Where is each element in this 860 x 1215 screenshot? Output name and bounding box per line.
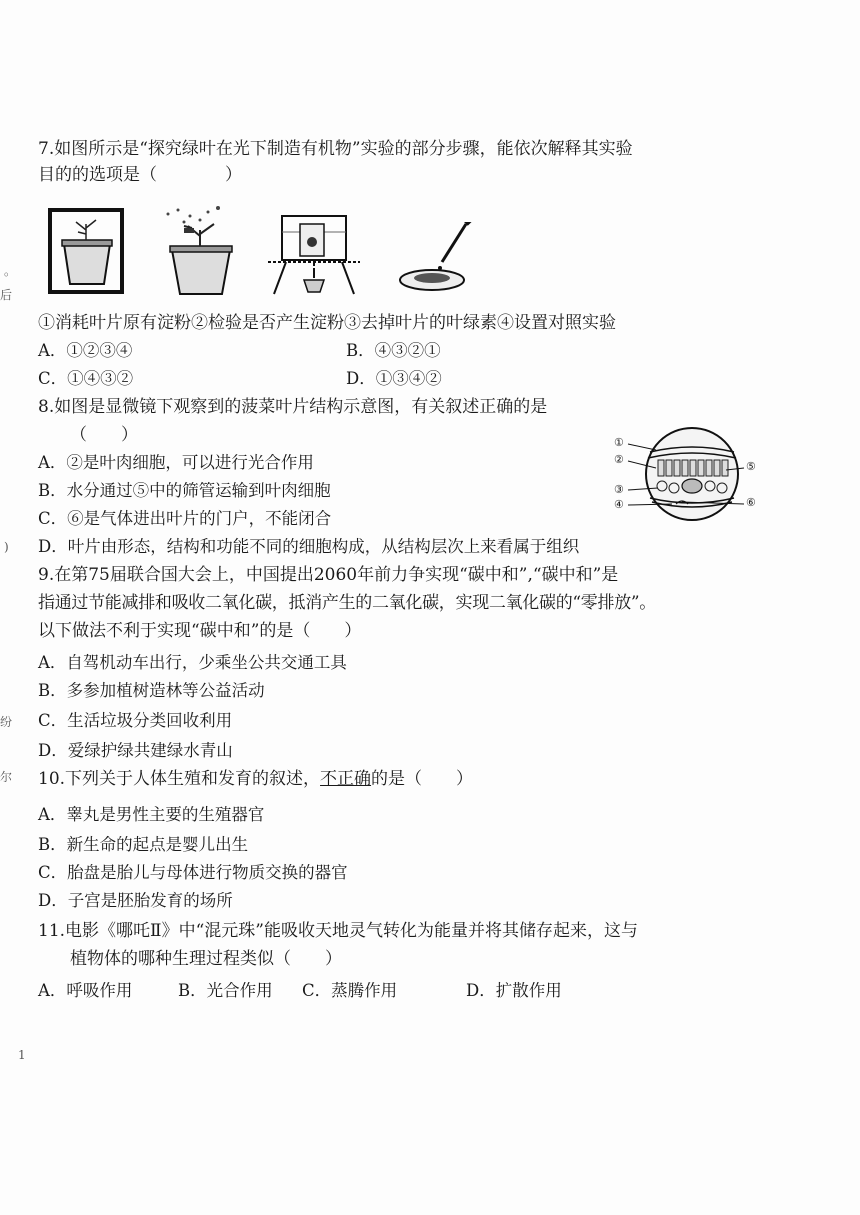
- margin-mark: 。: [4, 264, 17, 278]
- q9-stem-line3: 以下做法不利于实现“碳中和”的是（ ）: [38, 621, 362, 641]
- q10-option-a[interactable]: A．睾丸是男性主要的生殖器官: [38, 805, 265, 824]
- q7-option-b[interactable]: B．④③②①: [346, 341, 441, 360]
- q8-figure-label-6: ⑥: [746, 496, 756, 509]
- q7-step1-dark-treatment-figure: [44, 206, 128, 296]
- q9-option-c[interactable]: C．生活垃圾分类回收利用: [38, 711, 233, 730]
- q11-option-a[interactable]: A．呼吸作用: [38, 981, 133, 1000]
- q8-figure-label-1: ①: [614, 436, 624, 449]
- q9-stem-line1: 9.在第75届联合国大会上，中国提出2060年前力争实现“碳中和”,“碳中和”是: [38, 565, 619, 585]
- margin-mark: 纷: [0, 715, 13, 729]
- q10-option-d[interactable]: D．子宫是胚胎发育的场所: [38, 891, 233, 910]
- q10-stem-prefix: 10.下列关于人体生殖和发育的叙述，: [38, 769, 321, 789]
- margin-mark: 1: [18, 1048, 26, 1062]
- q7-stem-line2: 目的的选项是（ ）: [38, 165, 242, 185]
- q8-figure-label-2: ②: [614, 453, 624, 466]
- q7-step2-light-figure: [160, 206, 240, 298]
- q9-stem-line2: 指通过节能减排和吸收二氧化碳，抵消产生的二氧化碳，实现二氧化碳的“零排放”。: [38, 593, 656, 613]
- q8-option-d[interactable]: D．叶片由形态，结构和功能不同的细胞构成，从结构层次上来看属于组织: [38, 537, 580, 556]
- q10-stem: [38, 768, 473, 790]
- q10-stem-emphasis: 不正确: [320, 769, 372, 789]
- q7-stem-line1: 7.如图所示是“探究绿叶在光下制造有机物”实验的部分步骤，能依次解释其实验: [38, 139, 633, 159]
- q8-option-c[interactable]: C．⑥是气体进出叶片的门户，不能闭合: [38, 509, 332, 528]
- q8-leaf-cross-section-figure: [612, 424, 762, 524]
- q8-figure-label-5: ⑤: [746, 460, 756, 473]
- q8-stem-line2: （ ）: [70, 425, 138, 445]
- q11-stem-line2: 植物体的哪种生理过程类似（ ）: [70, 949, 342, 969]
- q7-option-c[interactable]: C．①④③②: [38, 369, 134, 388]
- q11-stem-line1: 11.电影《哪吒Ⅱ》中“混元珠”能吸收天地灵气转化为能量并将其储存起来，这与: [38, 921, 638, 941]
- q10-option-b[interactable]: B．新生命的起点是婴儿出生: [38, 835, 249, 854]
- q10-option-c[interactable]: C．胎盘是胎儿与母体进行物质交换的器官: [38, 863, 348, 882]
- q9-option-d[interactable]: D．爱绿护绿共建绿水青山: [38, 741, 233, 760]
- q7-step4-iodine-dropping-figure: [396, 222, 472, 298]
- margin-mark: 后: [0, 288, 13, 302]
- q8-stem-line1: 8.如图是显微镜下观察到的菠菜叶片结构示意图，有关叙述正确的是: [38, 397, 548, 417]
- margin-mark: ): [4, 540, 9, 554]
- q9-option-b[interactable]: B．多参加植树造林等公益活动: [38, 681, 265, 700]
- q10-stem-suffix: 的是（ ）: [371, 769, 474, 789]
- q8-figure-label-4: ④: [614, 498, 624, 511]
- q11-option-b[interactable]: B．光合作用: [178, 981, 273, 1000]
- q7-option-d[interactable]: D．①③④②: [346, 369, 442, 388]
- q7-step-descriptions: ①消耗叶片原有淀粉②检验是否产生淀粉③去掉叶片的叶绿素④设置对照实验: [38, 313, 616, 333]
- q8-option-a[interactable]: A．②是叶肉细胞，可以进行光合作用: [38, 453, 314, 472]
- q7-step3-water-bath-figure: [264, 204, 364, 296]
- margin-mark: 尔: [0, 770, 13, 784]
- q8-figure-label-3: ③: [614, 483, 624, 496]
- q7-option-a[interactable]: A．①②③④: [38, 341, 133, 360]
- q11-option-d[interactable]: D．扩散作用: [466, 981, 562, 1000]
- q8-option-b[interactable]: B．水分通过⑤中的筛管运输到叶肉细胞: [38, 481, 331, 500]
- q9-option-a[interactable]: A．自驾机动车出行，少乘坐公共交通工具: [38, 653, 347, 672]
- q11-option-c[interactable]: C．蒸腾作用: [302, 981, 398, 1000]
